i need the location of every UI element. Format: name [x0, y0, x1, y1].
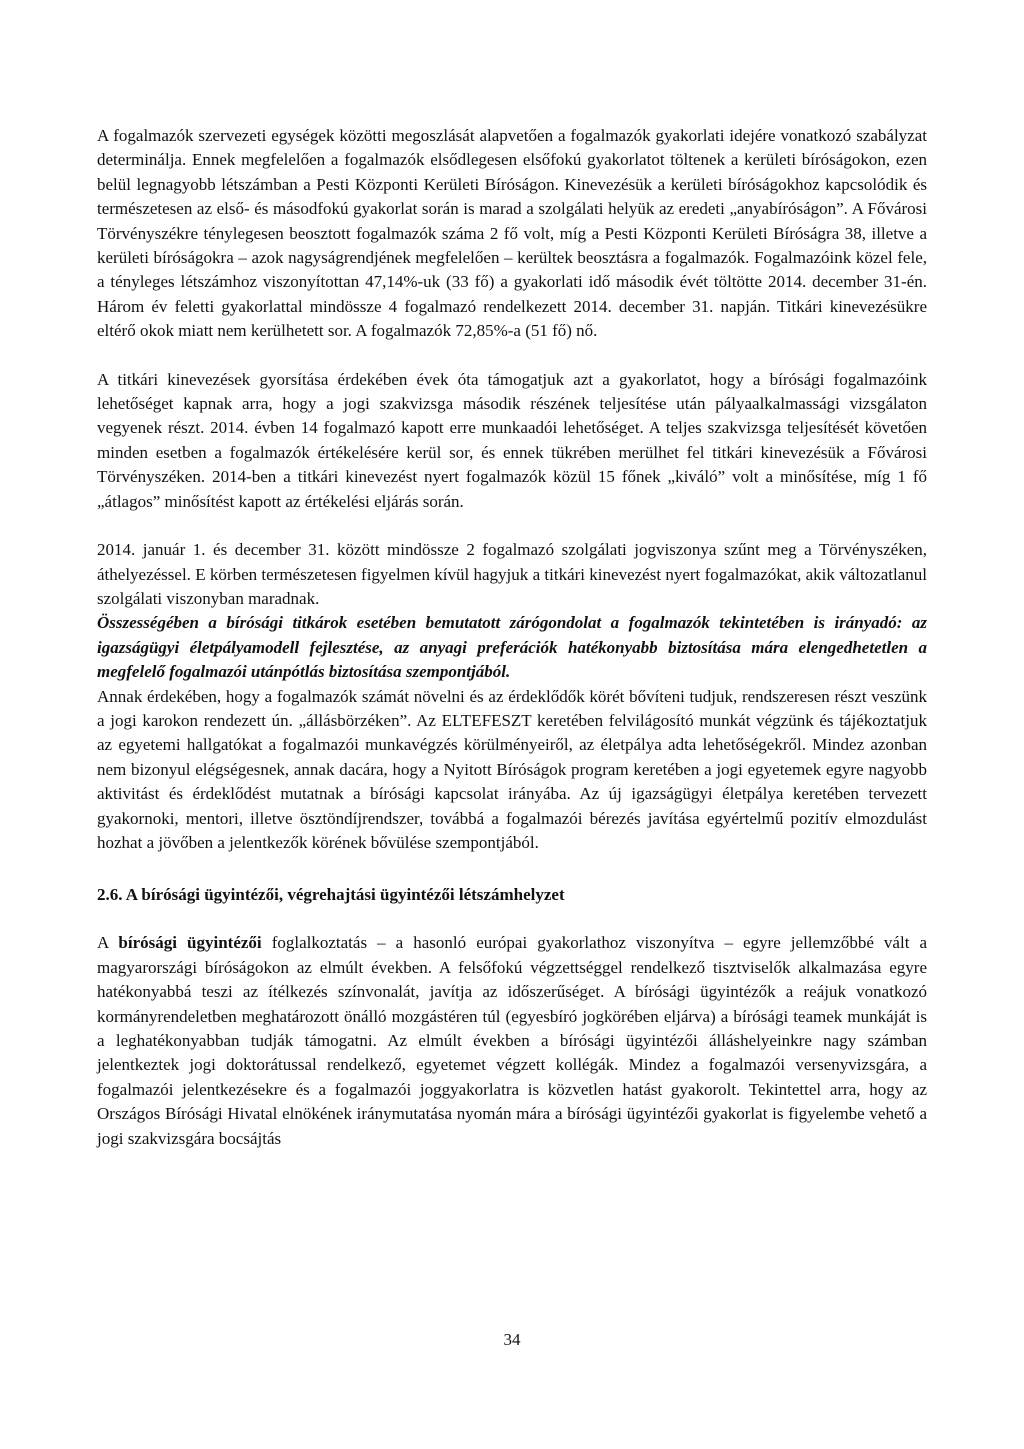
- paragraph-osszegzes-emphasis: Összességében a bírósági titkárok esetében bemutatott zárógondolat a fogalmazók tekintetében is irányadó: az igazságügyi életpályamodell fejlesztése, az anyagi preferációk hatékonyabb biztosítása mára elengedhetetlen a megfelelő fogalmazói utánpótlás biztosítása szempontjából.: [97, 613, 927, 682]
- page-number: 34: [503, 1330, 521, 1349]
- paragraph-birosagi-ugyintezok: [97, 931, 927, 1151]
- paragraph-lead-word: A: [97, 933, 109, 953]
- bold-term-birosagi-ugyintezoi: bírósági ügyintézői: [118, 933, 262, 953]
- paragraph-rest: foglalkoztatás – a hasonló európai gyakorlathoz viszonyítva – egyre jellemzőbbé vált a magyarországi bíróságokon az elmúlt években. A felsőfokú végzettséggel rendelkező tisztviselők alkalmazása egyre hatékonyabbá teszi az ítélkezés színvonalát, javítja az időszerűséget. A bírósági ügyintézők a reájuk vonatkozó kormányrendeletben meghatározott önálló mozgástéren túl (egyesbíró jogkörében eljárva) a bírósági teamek munkáját is a leghatékonyabban tudják támogatni. Az elmúlt években a bírósági ügyintézői álláshelyeinkre nagy számban jelentkeztek jogi doktorátussal rendelkező, egyetemet végzett kollégák. Mindez a fogalmazói versenyvizsgára, a fogalmazói jelentkezésekre és a fogalmazói joggyakorlatra is közvetlen hatást gyakorolt. Tekintettel arra, hogy az Országos Bírósági Hivatal elnökének iránymutatása nyomán mára a bírósági ügyintézői gyakorlat is figyelembe vehető a jogi szakvizsgára bocsájtás: [97, 933, 928, 1148]
- document-body: [97, 124, 927, 1151]
- section-heading-wrap: [97, 883, 927, 907]
- section-heading: 2.6. A bírósági ügyintézői, végrehajtási ügyintézői létszámhelyzet: [97, 885, 565, 905]
- paragraph-titkari-kinevezesek: A titkári kinevezések gyorsítása érdekében évek óta támogatjuk azt a gyakorlatot, hogy a bírósági fogalmazóink lehetőséget kapnak arra, hogy a jogi szakvizsga második részének teljesítése után pályaalkalmassági vizsgálaton vegyenek részt. 2014. évben 14 fogalmazó kapott erre munkaadói lehetőséget. A teljes szakvizsga teljesítését követően minden esetben a fogalmazók értékelésére kerül sor, és ennek tükrében merülhet fel titkári kinevezésük a Fővárosi Törvényszéken. 2014-ben a titkári kinevezést nyert fogalmazók közül 15 főnek „kiváló” volt a minősítése, míg 1 fő „átlagos” minősítést kapott az értékelési eljárás során.: [97, 369, 927, 511]
- paragraph-jogviszony-megszunes: 2014. január 1. és december 31. között mindössze 2 fogalmazó szolgálati jogviszonya szűnt meg a Törvényszéken, áthelyezéssel. E körben természetesen figyelmen kívül hagyjuk a titkári kinevezést nyert fogalmazókat, akik változatlanul szolgálati viszonyban maradnak.: [97, 540, 927, 608]
- paragraph-allasborze: Annak érdekében, hogy a fogalmazók számát növelni és az érdeklődők körét bővíteni tudjuk, rendszeresen részt veszünk a jogi karokon rendezett ún. „állásbörzéken”. Az ELTEFESZT keretében felvilágosító munkát végzünk és tájékoztatjuk az egyetemi hallgatókat a fogalmazói munkavégzés körülményeiről, az életpálya adta lehetőségekről. Mindez azonban nem bizonyul elégségesnek, annak dacára, hogy a Nyitott Bíróságok program keretében a jogi egyetemek egyre nagyobb aktivitást és érdeklődést mutatnak a bírósági kapcsolat irányába. Az új igazságügyi életpálya keretében tervezett gyakornoki, mentori, illetve ösztöndíjrendszer, továbbá a fogalmazói bérezés javítása egyértelmű pozitív elmozdulást hozhat a jövőben a jelentkezők körének bővülése szempontjából.: [97, 686, 927, 852]
- paragraph-fogalmazok-megoszlasa: A fogalmazók szervezeti egységek közötti megoszlását alapvetően a fogalmazók gyakorlati idejére vonatkozó szabályzat determinálja. Ennek megfelelően a fogalmazók elsődlegesen elsőfokú gyakorlatot töltenek a kerületi bíróságokon, ezen belül legnagyobb létszámban a Pesti Központi Kerületi Bíróságon. Kinevezésük a kerületi bíróságokhoz kapcsolódik és természetesen az első- és másodfokú gyakorlat során is marad a szolgálati helyük az eredeti „anyabíróságon”. A Fővárosi Törvényszékre ténylegesen beosztott fogalmazók száma 2 fő volt, míg a Pesti Központi Kerületi Bíróságra 38, illetve a kerületi bíróságokra – azok nagyságrendjének megfelelően – kerültek beosztásra a fogalmazók. Fogalmazóink közel fele, a tényleges létszámhoz viszonyítottan 47,14%-uk (33 fő) a gyakorlati idő második évét töltötte 2014. december 31-én. Három év feletti gyakorlattal mindössze 4 fogalmazó rendelkezett 2014. december 31. napján. Titkári kinevezésükre eltérő okok miatt nem kerülhetett sor. A fogalmazók 72,85%-a (51 fő) nő.: [97, 126, 927, 341]
